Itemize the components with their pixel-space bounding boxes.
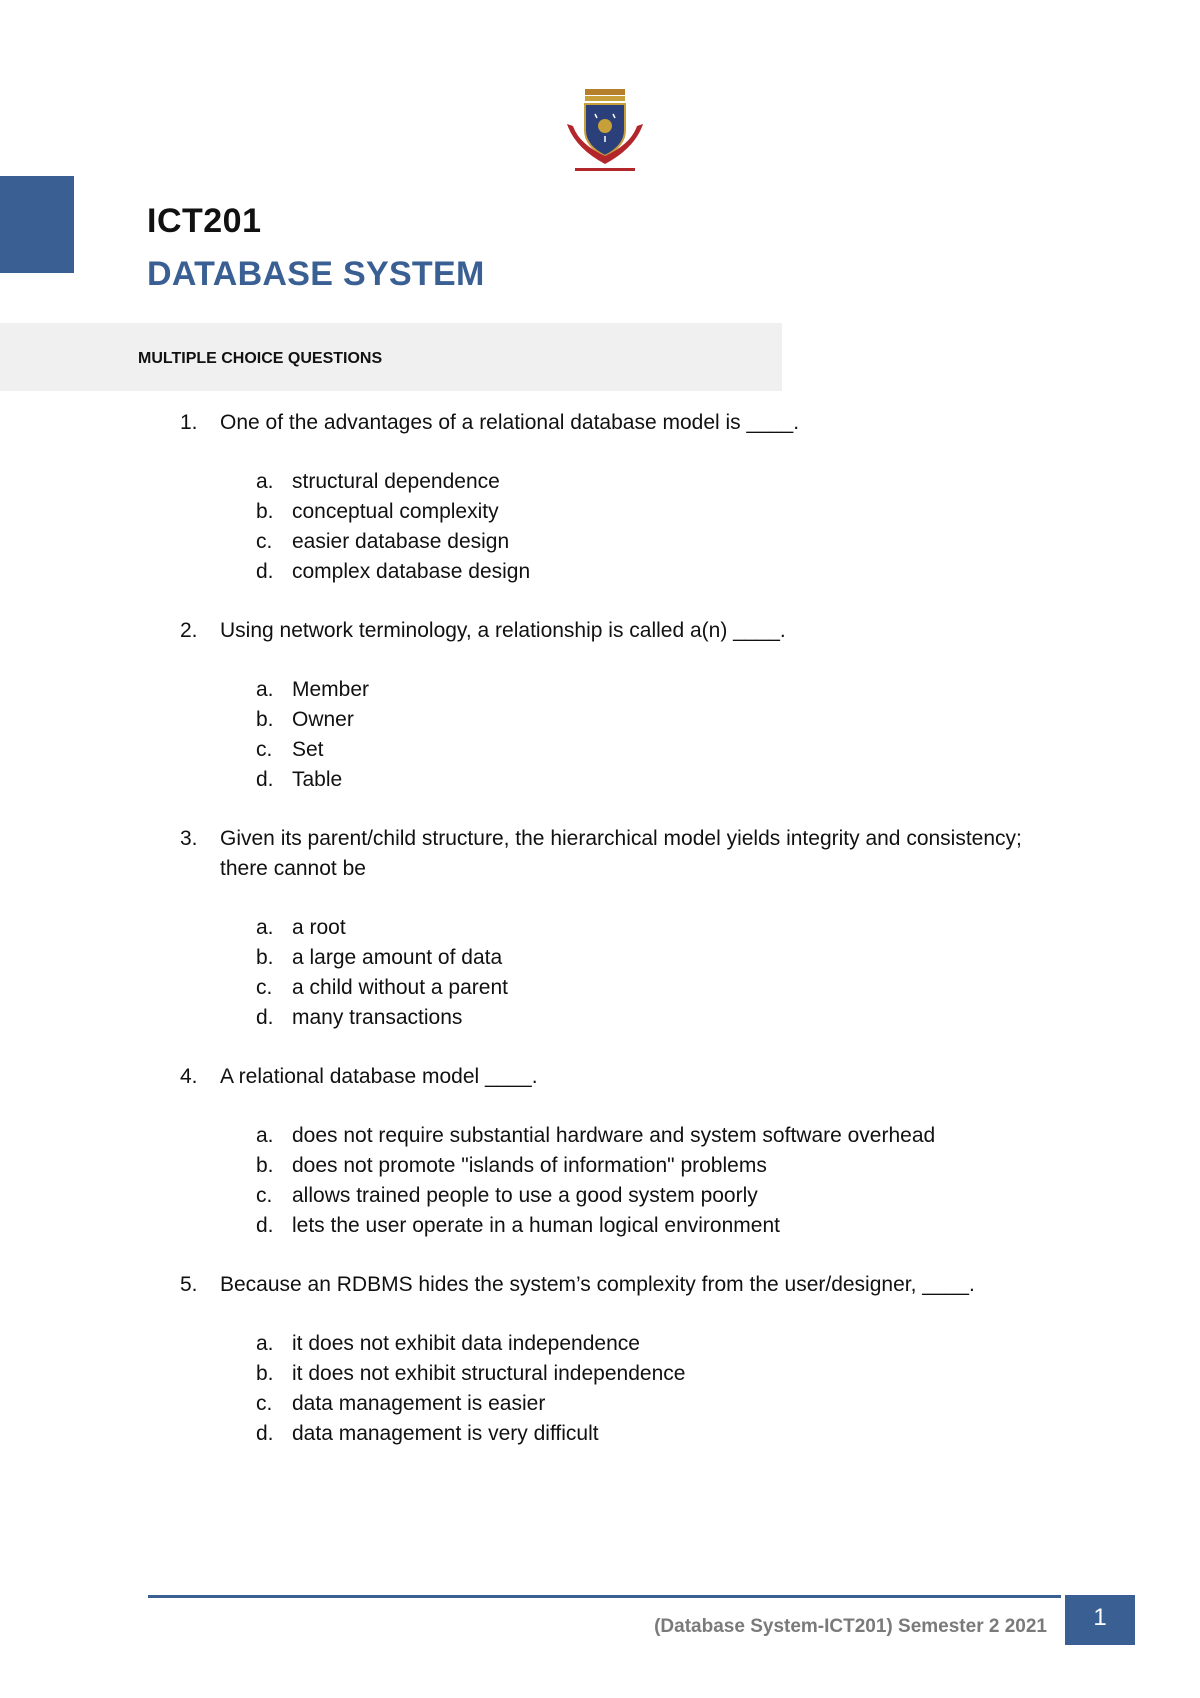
question-number: 1.	[180, 411, 198, 434]
option-letter: c.	[256, 530, 273, 553]
option-letter: a.	[256, 678, 274, 701]
page-number: 1	[1065, 1595, 1135, 1645]
option-text: Owner	[292, 708, 354, 731]
question-2	[180, 616, 1060, 795]
option-text: data management is very difficult	[292, 1422, 599, 1445]
option-item	[256, 705, 1060, 735]
option-item	[256, 557, 1060, 587]
question-text: Given its parent/child structure, the hierarchical model yields integrity and consistency; there cannot be	[220, 827, 1022, 880]
option-text: does not require substantial hardware and system software overhead	[292, 1124, 936, 1147]
option-text: easier database design	[292, 530, 510, 553]
left-accent-bar	[0, 176, 74, 273]
option-letter: b.	[256, 1154, 274, 1177]
question-number: 2.	[180, 619, 198, 642]
option-item	[256, 1359, 1060, 1389]
option-letter: d.	[256, 560, 274, 583]
option-letter: c.	[256, 1392, 273, 1415]
option-item	[256, 973, 1060, 1003]
option-list	[180, 675, 1060, 795]
option-text: Table	[292, 768, 343, 791]
section-label: MULTIPLE CHOICE QUESTIONS	[138, 350, 383, 367]
option-list	[180, 1329, 1060, 1449]
option-text: complex database design	[292, 560, 531, 583]
option-letter: c.	[256, 1184, 273, 1207]
option-item	[256, 1181, 1060, 1211]
option-text: it does not exhibit structural independence	[292, 1362, 686, 1385]
option-letter: b.	[256, 946, 274, 969]
option-item	[256, 497, 1060, 527]
option-text: allows trained people to use a good system poorly	[292, 1184, 758, 1207]
crest-logo-icon	[555, 84, 655, 174]
option-letter: c.	[256, 738, 273, 761]
option-item	[256, 913, 1060, 943]
question-list	[180, 408, 1060, 1478]
option-item	[256, 1211, 1060, 1241]
footer-rule	[148, 1595, 1061, 1598]
option-text: Set	[292, 738, 324, 761]
question-5	[180, 1270, 1060, 1449]
option-list	[180, 1121, 1060, 1241]
option-letter: a.	[256, 1124, 274, 1147]
option-item	[256, 1329, 1060, 1359]
option-letter: b.	[256, 708, 274, 731]
question-number: 5.	[180, 1273, 198, 1296]
course-title: DATABASE SYSTEM	[147, 255, 485, 293]
section-band	[0, 323, 782, 391]
option-letter: b.	[256, 500, 274, 523]
option-item	[256, 1121, 1060, 1151]
footer-text: (Database System-ICT201) Semester 2 2021	[654, 1616, 1047, 1637]
question-4	[180, 1062, 1060, 1241]
question-text: Using network terminology, a relationship is called a(n) ____.	[220, 619, 786, 642]
option-item	[256, 1419, 1060, 1449]
option-item	[256, 1003, 1060, 1033]
question-3	[180, 824, 1060, 1033]
option-item	[256, 735, 1060, 765]
option-item	[256, 1389, 1060, 1419]
option-text: many transactions	[292, 1006, 463, 1029]
option-item	[256, 1151, 1060, 1181]
option-letter: b.	[256, 1362, 274, 1385]
option-text: data management is easier	[292, 1392, 546, 1415]
course-code: ICT201	[147, 202, 262, 240]
option-item	[256, 675, 1060, 705]
option-text: it does not exhibit data independence	[292, 1332, 640, 1355]
option-letter: d.	[256, 1214, 274, 1237]
option-letter: a.	[256, 470, 274, 493]
option-text: structural dependence	[292, 470, 500, 493]
option-item	[256, 943, 1060, 973]
option-letter: a.	[256, 916, 274, 939]
question-text: One of the advantages of a relational database model is ____.	[220, 411, 800, 434]
option-list	[180, 467, 1060, 587]
question-1	[180, 408, 1060, 587]
option-letter: d.	[256, 1422, 274, 1445]
question-number: 3.	[180, 827, 198, 850]
question-text: Because an RDBMS hides the system’s complexity from the user/designer, ____.	[220, 1273, 975, 1296]
option-item	[256, 765, 1060, 795]
option-text: conceptual complexity	[292, 500, 499, 523]
option-item	[256, 527, 1060, 557]
option-item	[256, 467, 1060, 497]
option-text: a large amount of data	[292, 946, 503, 969]
option-letter: a.	[256, 1332, 274, 1355]
option-text: lets the user operate in a human logical environment	[292, 1214, 780, 1237]
option-list	[180, 913, 1060, 1033]
option-letter: c.	[256, 976, 273, 999]
question-text: A relational database model ____.	[220, 1065, 538, 1088]
question-number: 4.	[180, 1065, 198, 1088]
option-letter: d.	[256, 768, 274, 791]
option-letter: d.	[256, 1006, 274, 1029]
option-text: a root	[292, 916, 346, 939]
option-text: Member	[292, 678, 370, 701]
option-text: a child without a parent	[292, 976, 508, 999]
option-text: does not promote "islands of information" problems	[292, 1154, 767, 1177]
